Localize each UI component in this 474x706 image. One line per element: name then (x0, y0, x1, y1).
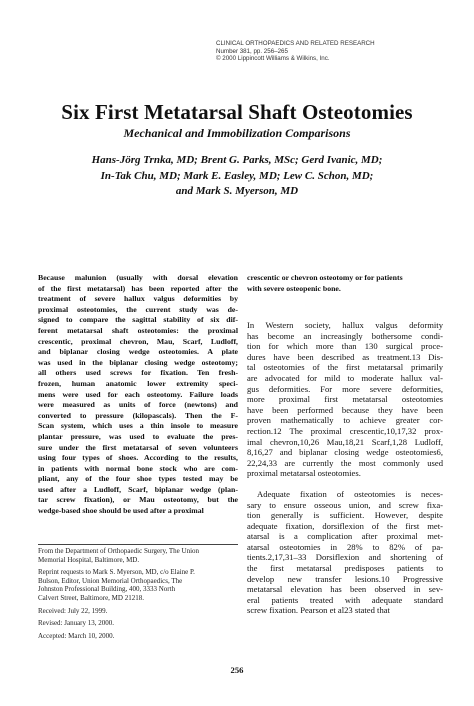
text-line: Bulson, Editor, Union Memorial Orthopaedics, The (38, 576, 183, 585)
accepted-date: Accepted: March 10, 2000. (38, 631, 115, 640)
text-line: Adequate fixation of osteotomies is neces- (257, 488, 443, 499)
text-line: the first metatarsal predisposes patients to (247, 563, 443, 574)
text-line: used after a Ludloff, Scarf, biplanar wedge (plan- (38, 484, 238, 494)
text-line: of the first metatarsal) has been reported after the (38, 283, 238, 293)
text-line: proven mathematically to achieve greater cor- (247, 415, 443, 426)
text-line: proximal osteotomies, the current study was de- (38, 304, 238, 314)
journal-copyright: © 2000 Lippincott Williams & Wilkins, Inc. (216, 55, 330, 63)
text-line: Scan system, which uses a thin insole to measure (38, 421, 238, 431)
text-line: In Western society, hallux valgus deformity (247, 320, 443, 330)
text-line: 8,16,27 and biplanar closing wedge osteotomies6, (247, 447, 443, 458)
text-line: proximal metatarsal osteotomies. (247, 468, 361, 479)
text-line: imal chevron,10,26 Mau,18,21 Scarf,1,28 Ludloff, (247, 436, 443, 447)
text-line: tal osteotomies of the first metatarsal primarily (247, 362, 443, 373)
journal-issue: Number 381, pp. 256–265 (216, 47, 288, 55)
text-line: From the Department of Orthopaedic Surgery, The Union (38, 547, 200, 555)
text-line: tion generally is sufficient. However, despite (247, 510, 443, 521)
text-line: with severe osteopenic bone. (247, 283, 341, 293)
text-line: atarsal osteotomies in 28% to 82% of pa- (247, 541, 443, 552)
text-line: frozen, human anatomic lower extremity speci- (38, 378, 238, 388)
author-line: In-Tak Chu, MD; Mark E. Easley, MD; Lew C. Schon, MD; (100, 169, 374, 182)
text-line: treatment of severe hallux valgus deformities by (38, 294, 238, 304)
text-line: in patients with normal bone stock who are com- (38, 463, 238, 473)
text-line: using four types of shoes. According to the results, (38, 453, 238, 463)
text-line: were measured as units of force (newtons) and (38, 400, 238, 410)
text-line: wedge-based shoe should be used after a proximal (38, 506, 204, 516)
affiliation-note (38, 547, 238, 564)
text-line: are advocated for mild to moderate hallux val- (247, 372, 443, 383)
text-line: tar screw fixation), or Mau osteotomy, but the (38, 495, 238, 505)
author-list (40, 153, 434, 200)
body-text (247, 320, 443, 616)
footnotes (38, 547, 238, 640)
article-title: Six First Metatarsal Shaft Osteotomies (61, 100, 413, 124)
text-line: Memorial Hospital, Baltimore, MD. (38, 555, 140, 564)
text-line: have been performed because they have been (247, 404, 443, 415)
text-line: crescentic or chevron osteotomy or for patients (247, 273, 403, 282)
text-line: eral patients treated with adequate standard (247, 594, 443, 605)
article-subtitle: Mechanical and Immobilization Comparisons (123, 126, 351, 140)
text-line: all others used screws for fixation. Ten fresh- (38, 368, 238, 378)
text-line: signed to compare the sagittal stability of six dif- (38, 315, 238, 325)
journal-name: CLINICAL ORTHOPAEDICS AND RELATED RESEARCH (216, 40, 375, 47)
body-paragraph (247, 320, 443, 479)
author-line: and Mark S. Myerson, MD (175, 185, 299, 197)
text-line: tients.2,17,31–33 Dorsiflexion and shortening of (247, 552, 443, 563)
footnote-divider (38, 544, 238, 545)
text-line: and biplanar closing wedge osteotomies. A plate (38, 347, 238, 357)
text-line: 22,24,33 are currently the most commonly used (247, 457, 443, 468)
text-line: has become an increasingly bothersome condi- (247, 330, 443, 341)
text-line: mens were used for each osteotomy. Failure loads (38, 389, 238, 399)
text-line: ferent metatarsal shaft osteotomies: the proximal (38, 325, 238, 335)
text-line: plantar pressure, was used to evaluate the pres- (38, 431, 238, 441)
reprint-note (38, 568, 238, 602)
text-line: Calvert Street, Baltimore, MD 21218. (38, 593, 144, 602)
text-line: rection.12 The proximal crescentic,10,17,32 prox- (247, 425, 443, 436)
page-number: 256 (230, 665, 244, 675)
received-date: Received: July 22, 1999. (38, 606, 108, 615)
text-line: Reprint requests to Mark S. Myerson, MD, c/o Elaine P. (38, 568, 195, 577)
text-line: more proximal first metatarsal osteotomies (247, 394, 443, 405)
text-line: adequate fixation, dorsiflexion of the first met- (247, 520, 443, 531)
text-line: metatarsal elevation has been observed in sev- (247, 584, 443, 595)
revised-date: Revised: January 13, 2000. (38, 619, 115, 628)
author-line: Hans-Jörg Trnka, MD; Brent G. Parks, MSc; Gerd Ivanic, MD; (91, 154, 383, 166)
text-line: converted to pressure (kilopascals). Then the F- (38, 410, 238, 420)
text-line: sure under the first metatarsal of seven volunteers (38, 442, 238, 452)
text-line: dures have been described as treatment.13 Dis- (247, 351, 443, 362)
text-line: Because malunion (usually with dorsal elevation (38, 273, 238, 282)
abstract-continued (247, 273, 443, 294)
text-line: Johnston Professional Building, 400, 3333 North (38, 585, 176, 594)
text-line: was used in the biplanar closing wedge osteotomy; (38, 357, 238, 367)
abstract (38, 273, 238, 517)
journal-header (216, 40, 436, 63)
text-line: gus deformities. For more severe deformities, (247, 383, 443, 394)
text-line: screw fixation. Pearson et al23 stated that (247, 605, 390, 616)
text-line: tion for which more than 130 surgical proce- (247, 341, 443, 352)
body-paragraph (247, 489, 443, 616)
text-line: develop new transfer lesions.10 Progressive (247, 573, 443, 584)
text-line: crescentic, proximal chevron, Mau, Scarf, Ludloff, (38, 336, 238, 346)
text-line: atarsal is a complication after proximal met- (247, 531, 443, 542)
text-line: sary to ensure osseous union, and screw fixa- (247, 499, 443, 510)
text-line: pliant, any of the four shoe types tested may be (38, 474, 238, 484)
